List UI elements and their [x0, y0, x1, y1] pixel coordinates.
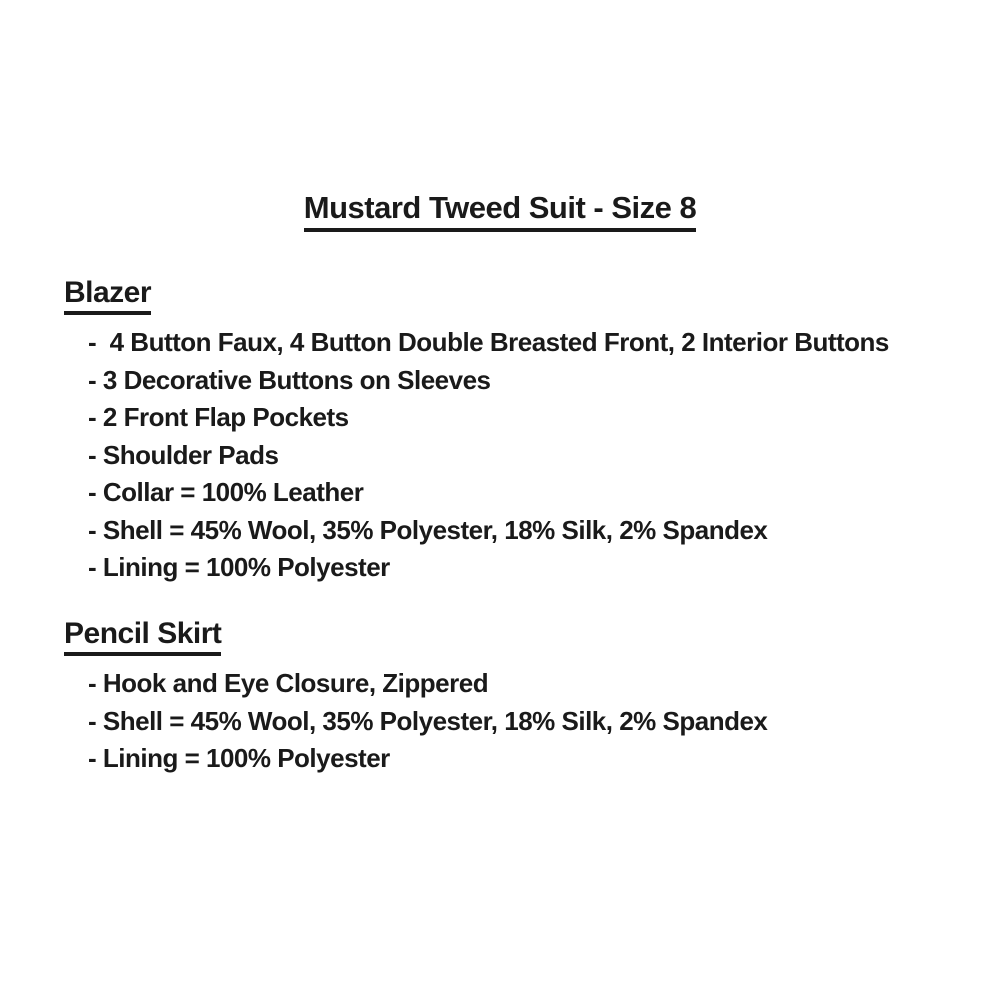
section-pencil-skirt — [64, 617, 1000, 778]
spec-list-item: - Hook and Eye Closure, Zippered — [88, 668, 489, 699]
section-blazer — [64, 276, 1000, 587]
spec-list-item: - 4 Button Faux, 4 Button Double Breasted Front, 2 Interior Buttons — [88, 327, 889, 358]
spec-list-item: - Shoulder Pads — [88, 439, 279, 470]
spec-list-item: - Lining = 100% Polyester — [88, 552, 390, 583]
page-title: Mustard Tweed Suit - Size 8 — [304, 190, 696, 232]
title-row — [0, 0, 1000, 232]
spec-list-item: - Shell = 45% Wool, 35% Polyester, 18% Silk, 2% Spandex — [88, 705, 768, 736]
spec-list-item: - Collar = 100% Leather — [88, 477, 364, 508]
spec-list-item: - 3 Decorative Buttons on Sleeves — [88, 364, 491, 395]
blazer-spec-list — [88, 324, 1000, 587]
pencil-skirt-spec-list — [88, 665, 1000, 778]
spec-list-item: - Lining = 100% Polyester — [88, 743, 390, 774]
section-heading-blazer: Blazer — [64, 276, 151, 316]
spec-list-item: - 2 Front Flap Pockets — [88, 402, 349, 433]
section-heading-pencil-skirt: Pencil Skirt — [64, 617, 221, 657]
spec-list-item: - Shell = 45% Wool, 35% Polyester, 18% Silk, 2% Spandex — [88, 514, 768, 545]
